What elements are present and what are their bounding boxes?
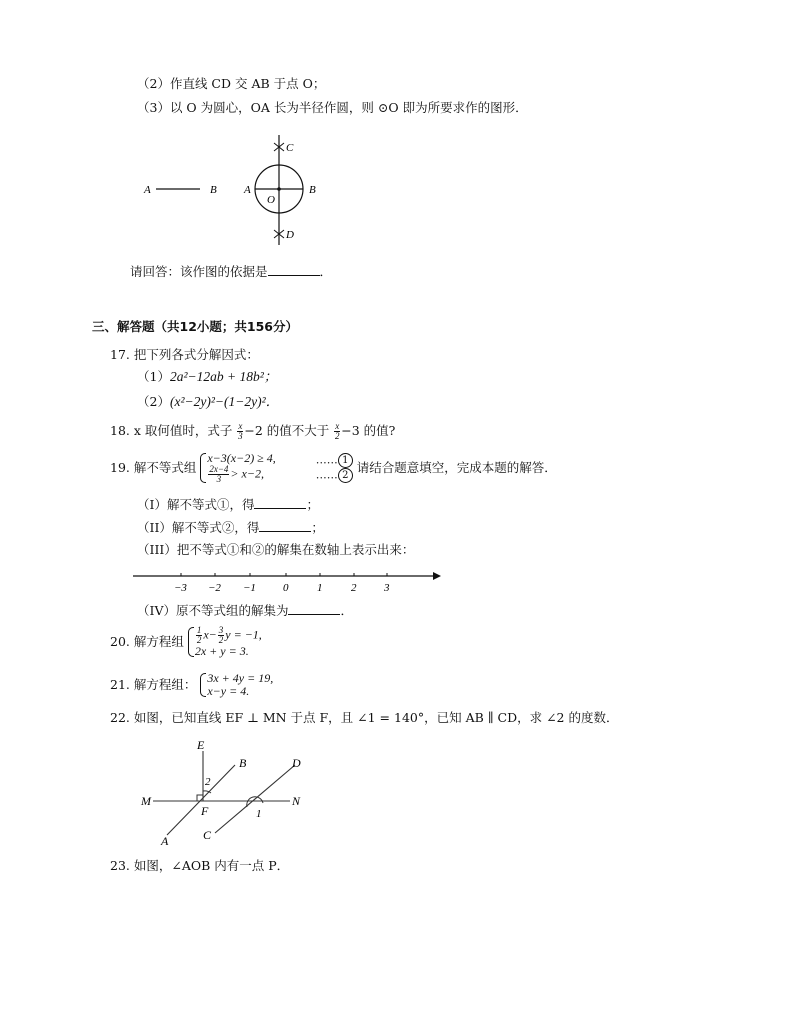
label-angle1: 1 xyxy=(256,808,262,820)
label-c: C xyxy=(286,142,294,154)
q19-step1: （I）解不等式①，得 ； xyxy=(137,497,319,512)
q18-frac1: $\frac{x}{3}$ xyxy=(238,421,243,441)
q21-text: 21. 解方程组： 3x + 4y = 19, x−y = 4. xyxy=(110,671,274,698)
tick-label: 3 xyxy=(384,582,390,594)
label-f: F xyxy=(201,804,209,818)
parallel-lines-figure xyxy=(135,735,310,850)
q17-part1: （1）2a²−12ab + 18b²； xyxy=(137,369,278,384)
label-o: O xyxy=(267,194,275,206)
label-a2: A xyxy=(244,184,251,196)
q19-blank1[interactable] xyxy=(254,496,306,509)
q19-system: x−3(x−2) ≥ 4, $\frac{2x-4}{3}$ > x−2, xyxy=(200,452,275,484)
q20-system: $\frac{1}{2}$ x− $\frac{3}{2}$ y = −1, 2x + y = 3. xyxy=(188,626,262,658)
center-o xyxy=(277,187,281,191)
label-m: M xyxy=(141,794,151,808)
angle1-arc xyxy=(247,797,263,807)
q18-text: 18. x 取何值时，式子 $\frac{x}{3}$ −2 的值不大于 $\frac{x}{2}$ −3 的值? xyxy=(110,421,396,441)
q19-step2: （II）解不等式②，得 ； xyxy=(137,520,324,535)
number-line xyxy=(130,566,445,596)
tick-label: 2 xyxy=(351,582,357,594)
q20-text: 20. 解方程组 $\frac{1}{2}$ x− $\frac{3}{2}$ y = −1, 2x + y = 3. xyxy=(110,625,262,658)
label-d: D xyxy=(286,229,294,241)
label-a: A xyxy=(161,834,169,848)
answer-blank[interactable] xyxy=(268,263,320,276)
q23-text: 23. 如图，∠AOB 内有一点 P． xyxy=(110,858,290,873)
q19-step4: （IV）原不等式组的解集为 ． xyxy=(137,603,353,618)
line-cd xyxy=(215,765,295,833)
step2-text: （2）作直线 CD 交 AB 于点 O； xyxy=(137,76,326,91)
label-e: E xyxy=(197,738,205,752)
q19-step3: （III）把不等式①和②的解集在数轴上表示出来： xyxy=(137,542,415,557)
q22-text: 22. 如图，已知直线 EF ⊥ MN 于点 F，且 ∠1 = 140°，已知 AB ∥ CD，求 ∠2 的度数． xyxy=(110,710,619,725)
q19-text: 19. 解不等式组 x−3(x−2) ≥ 4, $\frac{2x-4}{3}$ > x−2, …… 1 …… 2 请结合题意填空，完成本题的解答． xyxy=(110,451,557,484)
label-angle2: 2 xyxy=(205,776,211,788)
label-a1: A xyxy=(144,184,151,196)
q21-system: 3x + 4y = 19, x−y = 4. xyxy=(200,672,273,698)
q17-stem: 17. 把下列各式分解因式： xyxy=(110,347,259,362)
tick-label: −1 xyxy=(243,582,256,594)
tick-label: −3 xyxy=(174,582,187,594)
q19-blank2[interactable] xyxy=(259,519,311,532)
tick-label: 0 xyxy=(283,582,289,594)
tick-label: 1 xyxy=(317,582,323,594)
label-n: N xyxy=(292,794,301,808)
label-b2: B xyxy=(309,184,316,196)
q17-part2: （2）(x²−2y)²−(1−2y)²． xyxy=(137,394,280,409)
label-b1: B xyxy=(210,184,217,196)
label-d: D xyxy=(292,756,301,770)
section3-heading: 三、解答题（共12小题；共156分） xyxy=(92,319,298,334)
answer-prompt: 请回答：该作图的依据是 ． xyxy=(130,264,333,279)
number-line-arrow xyxy=(433,572,441,580)
tick-label: −2 xyxy=(208,582,221,594)
right-angle-mark xyxy=(197,795,203,801)
mark-circle-2: 2 xyxy=(338,468,353,483)
label-c: C xyxy=(203,828,212,842)
q18-frac2: $\frac{x}{2}$ xyxy=(335,421,340,441)
circle-construction-figure xyxy=(140,130,340,250)
step3-text: （3）以 O 为圆心，OA 长为半径作圆，则 ⊙O 即为所要求作的图形． xyxy=(137,100,528,115)
label-b: B xyxy=(239,756,247,770)
mark-circle-1: 1 xyxy=(338,453,353,468)
q19-blank4[interactable] xyxy=(288,602,340,615)
